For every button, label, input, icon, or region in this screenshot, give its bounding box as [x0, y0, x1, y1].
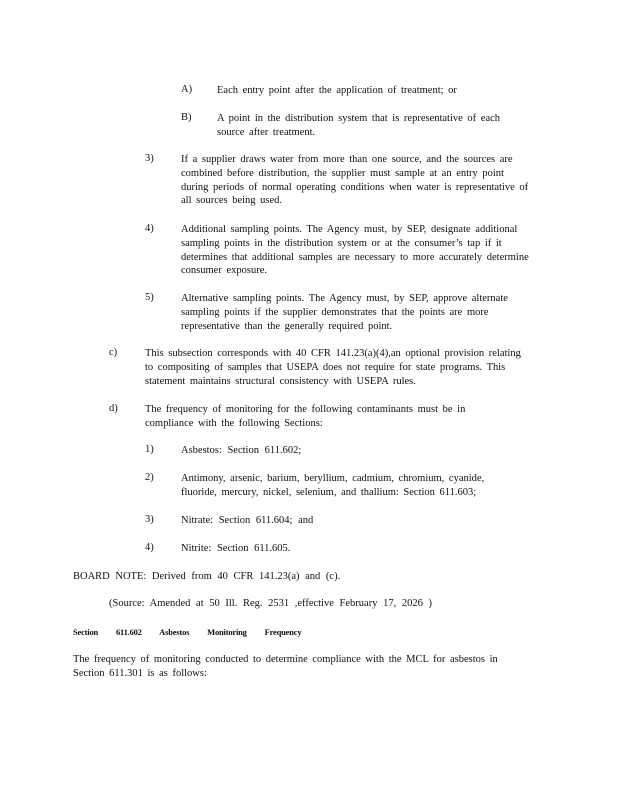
- item-label-d1: 1): [145, 444, 154, 455]
- item-text-d2: Antimony, arsenic, barium, beryllium, cadmium, chromium, cyanide, fluoride, mercury, nickel, selenium, and thallium: Section 611.603;: [181, 473, 485, 498]
- section-heading: Section 611.602 Asbestos Monitoring Frequency: [73, 627, 302, 637]
- board-note: BOARD NOTE: Derived from 40 CFR 141.23(a) and (c).: [73, 571, 341, 582]
- item-label-d4: 4): [145, 542, 154, 553]
- item-label-b: B): [181, 112, 192, 123]
- item-label-d3: 3): [145, 514, 154, 525]
- item-text-d: The frequency of monitoring for the following contaminants must be in compliance with the following Sections:: [145, 404, 466, 429]
- item-text-d4: Nitrite: Section 611.605.: [181, 543, 291, 554]
- item-text-5: Alternative sampling points. The Agency must, by SEP, approve alternate sampling points if the supplier demonstrates that the points are more representative than the generally required point.: [181, 293, 508, 332]
- item-label-d: d): [109, 403, 118, 414]
- item-label-4: 4): [145, 223, 154, 234]
- item-label-c: c): [109, 347, 118, 358]
- item-text-3: If a supplier draws water from more than one source, and the sources are combined before distribution, the supplier must sample at an entry point during periods of normal operating conditions when water is representative of all sources being used.: [181, 154, 529, 207]
- item-label-3: 3): [145, 153, 154, 164]
- item-text-4: Additional sampling points. The Agency must, by SEP, designate additional sampling points in the distribution system or at the consumer’s tap if it determines that additional samples are necessary to more accurately determine consumer exposure.: [181, 224, 529, 277]
- item-text-a: Each entry point after the application of treatment; or: [217, 85, 457, 96]
- item-label-5: 5): [145, 292, 154, 303]
- item-text-c: This subsection corresponds with 40 CFR 141.23(a)(4),an optional provision relating to compositing of samples that USEPA does not require for state programs. This statement maintains structural consistency with USEPA rules.: [145, 348, 521, 387]
- item-label-a: A): [181, 84, 193, 95]
- final-paragraph: The frequency of monitoring conducted to determine compliance with the MCL for asbestos in Section 611.301 is as follows:: [73, 654, 498, 679]
- item-label-d2: 2): [145, 472, 154, 483]
- source-note: (Source: Amended at 50 Ill. Reg. 2531 ,effective February 17, 2026 ): [109, 598, 432, 609]
- item-text-d1: Asbestos: Section 611.602;: [181, 445, 302, 456]
- item-text-d3: Nitrate: Section 611.604; and: [181, 515, 314, 526]
- item-text-b: A point in the distribution system that is representative of each source after treatment.: [217, 113, 501, 138]
